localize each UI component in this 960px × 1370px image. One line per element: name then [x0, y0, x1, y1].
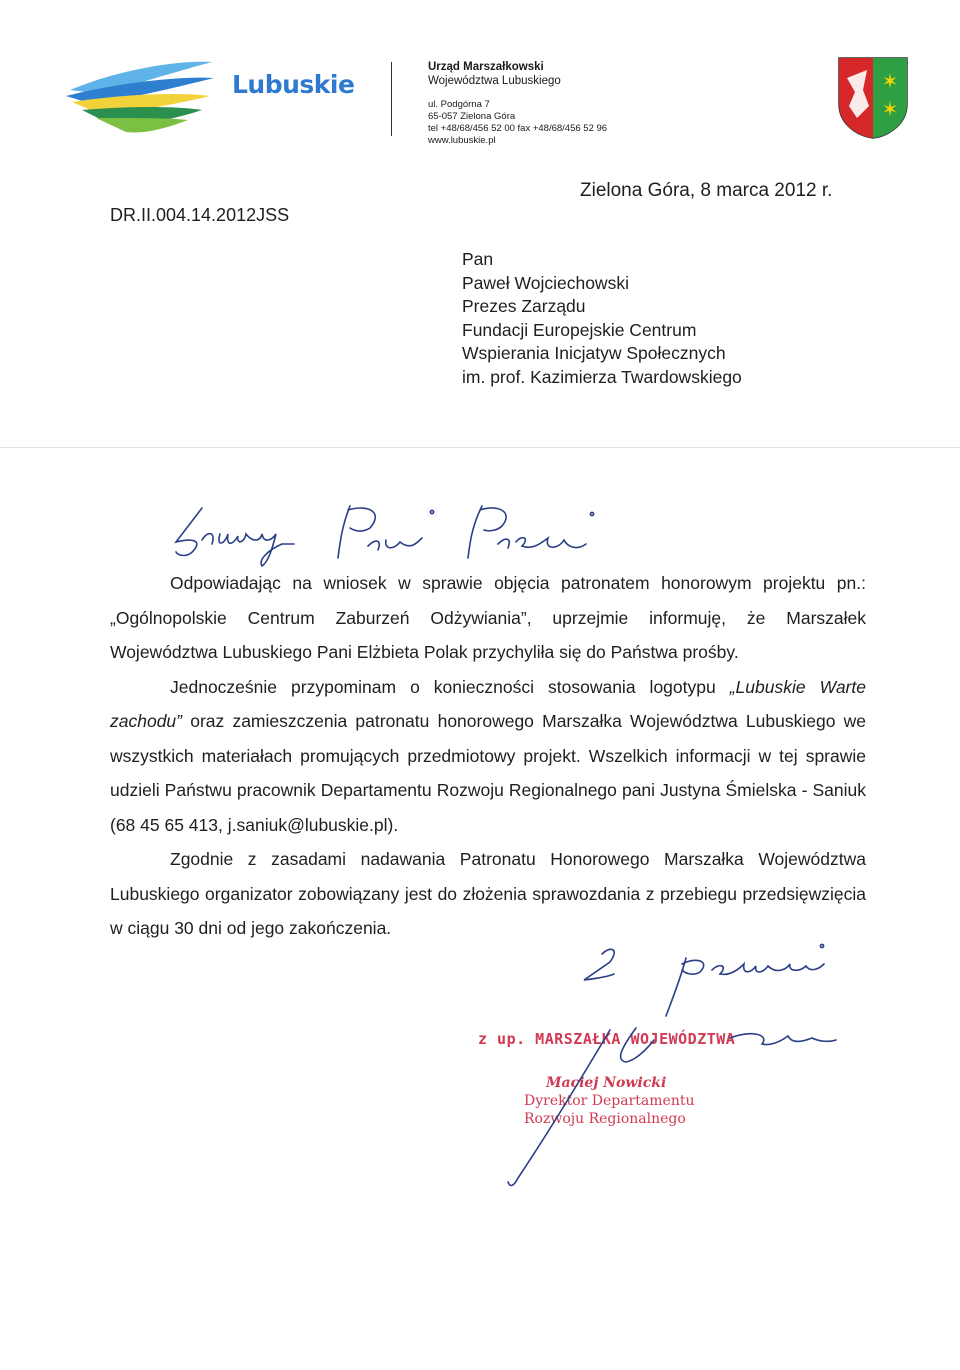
svg-text:✶: ✶: [881, 69, 899, 93]
place-date: Zielona Góra, 8 marca 2012 r.: [580, 180, 833, 201]
reference-number: DR.II.004.14.2012JSS: [110, 205, 290, 225]
office-line-2: Województwa Lubuskiego: [428, 75, 561, 87]
letter-body: [110, 566, 866, 946]
signatory-department: Rozwoju Regionalnego: [524, 1111, 686, 1127]
addressee-block: [462, 248, 742, 390]
brand-name: Lubuskie: [232, 70, 355, 99]
lubuskie-logo-icon: [62, 52, 222, 136]
office-address: [428, 99, 607, 147]
addressee-line: Prezes Zarządu: [462, 296, 586, 317]
handwritten-closing: [450, 940, 840, 1020]
office-line-1: Urząd Marszałkowski: [428, 61, 544, 73]
fold-line: [0, 447, 960, 448]
addressee-line: Paweł Wojciechowski: [462, 272, 629, 293]
address-line-1: ul. Podgórna 7: [428, 99, 490, 110]
signatory-title: Dyrektor Departamentu: [524, 1093, 695, 1109]
signature-flourish: [440, 1020, 860, 1190]
address-line-2: 65-057 Zielona Góra: [428, 111, 516, 122]
svg-text:✶: ✶: [881, 97, 899, 121]
addressee-line: Wspierania Inicjatyw Społecznych: [462, 343, 726, 364]
paragraph-1: Odpowiadając na wniosek w sprawie objęcia patronatem honorowym projektu pn.: „Ogólnopolskie Centrum Zaburzeń Odżywiania”, uprzejmie informuję, że Marszałek Województwa Lubuskiego Pani Elżbieta Polak przychyliła się do Państwa prośby.: [110, 573, 866, 662]
office-name: [428, 60, 561, 88]
paragraph-2-text: oraz zamieszczenia patronatu honorowego Marszałka Województwa Lubuskiego we wszystkich materiałach promujących przedmiotowy projekt. Wszelkich informacji w tej sprawie udzieli Państwu pracownik Departamentu Rozwoju Regionalnego pani Justyna Śmielska - Saniuk (68 45 65 413, j.saniuk@lubuskie.pl).: [110, 711, 866, 835]
handwritten-salutation: [172, 500, 612, 570]
logo-slogan: „Lubuskie Warte zachodu”: [110, 676, 866, 731]
coat-of-arms-icon: [837, 56, 909, 140]
signatory-name: Maciej Nowicki: [546, 1075, 667, 1091]
paragraph-2-text: Jednocześnie przypominam o konieczności stosowania logotypu: [170, 676, 730, 697]
header-divider: [391, 62, 392, 136]
addressee-line: Pan: [462, 249, 494, 269]
paragraph-2: [110, 670, 866, 843]
addressee-line: im. prof. Kazimierza Twardowskiego: [462, 366, 742, 387]
address-line-4: www.lubuskie.pl: [428, 135, 496, 146]
address-line-3: tel +48/68/456 52 00 fax +48/68/456 52 96: [428, 123, 608, 134]
addressee-line: Fundacji Europejskie Centrum: [462, 319, 697, 340]
signatory-stamp: z up. MARSZAŁKA WOJEWÓDZTWA: [478, 1030, 736, 1048]
paragraph-3: Zgodnie z zasadami nadawania Patronatu Honorowego Marszałka Województwa Lubuskiego organizator zobowiązany jest do złożenia sprawozdania z przebiegu przedsięwzięcia w ciągu 30 dni od jego zakończenia.: [110, 849, 866, 938]
